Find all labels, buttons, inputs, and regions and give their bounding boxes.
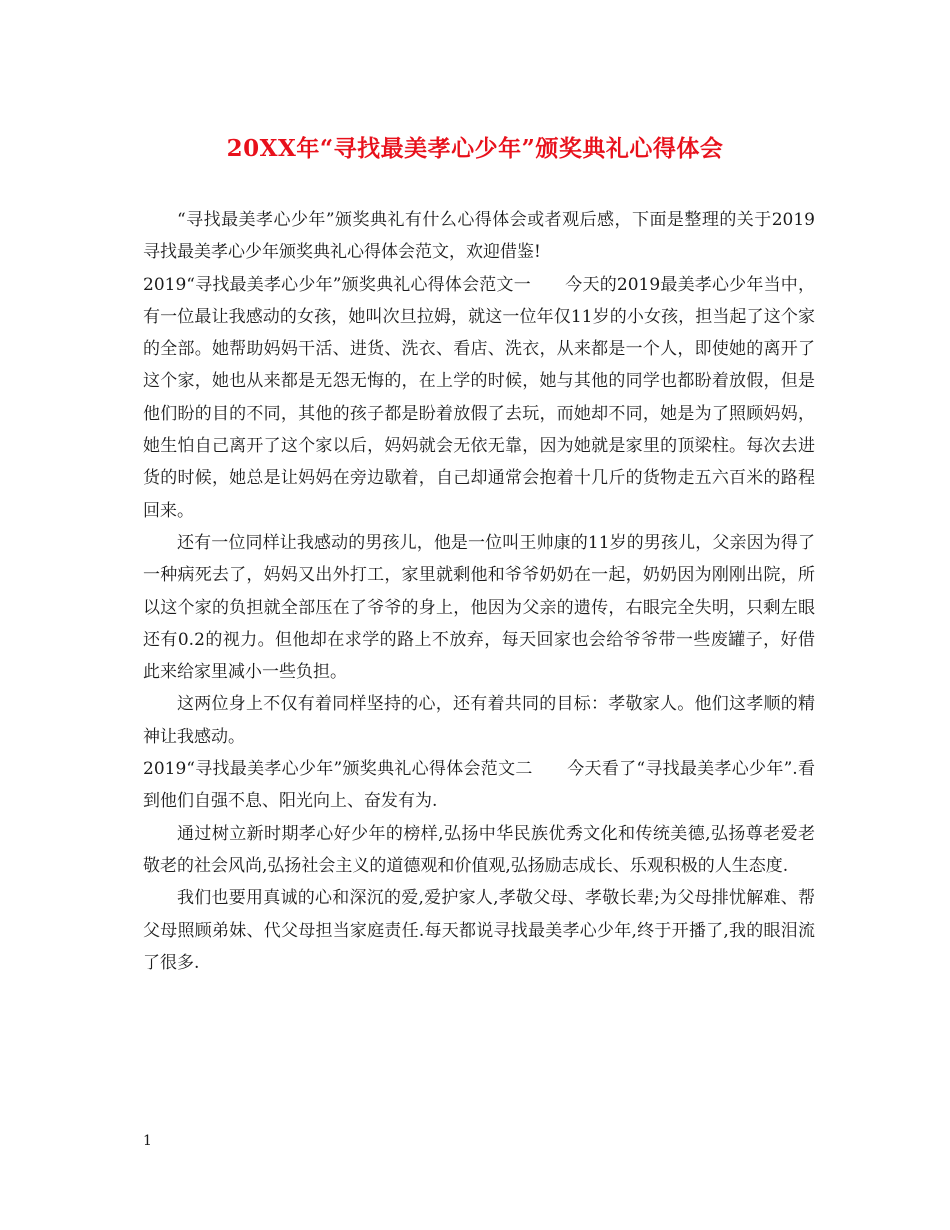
paragraph-essay-two: 2019“寻找最美孝心少年”颁奖典礼心得体会范文二 今天看了“寻找最美孝心少年”.看到他们自强不息、阳光向上、奋发有为. (143, 759, 815, 812)
document-title: 20XX年“寻找最美孝心少年”颁奖典礼心得体会 (226, 135, 724, 162)
paragraph-boy-story: 还有一位同样让我感动的男孩儿，他是一位叫王帅康的11岁的男孩儿，父亲因为得了一种病死去了，妈妈又出外打工，家里就剩他和爷爷奶奶在一起，奶奶因为刚刚出院，所以这个家的负担就全部压在了爷爷的身上，他因为父亲的遗传，右眼完全失明，只剩左眼还有0.2的视力。但他却在求学的路上不放弃，每天回家也会给爷爷带一些废罐子，好借此来给家里减小一些负担。 (143, 532, 815, 683)
paragraph-conclusion: 我们也要用真诚的心和深沉的爱,爱护家人,孝敬父母、孝敬长辈;为父母排忧解难、帮父母照顾弟妹、代父母担当家庭责任.每天都说寻找最美孝心少年,终于开播了,我的眼泪流了很多. (143, 888, 815, 973)
paragraph-intro: “寻找最美孝心少年”颁奖典礼有什么心得体会或者观后感，下面是整理的关于2019寻找最美孝心少年颁奖典礼心得体会范文，欢迎借鉴! (143, 210, 815, 263)
document-body (143, 204, 815, 979)
paragraph-essay-one: 2019“寻找最美孝心少年”颁奖典礼心得体会范文一 今天的2019最美孝心少年当中，有一位最让我感动的女孩，她叫次旦拉姆，就这一位年仅11岁的小女孩，担当起了这个家的全部。她帮助妈妈干活、进货、洗衣、看店、洗衣，从来都是一个人，即使她的离开了这个家，她也从来都是无怨无悔的，在上学的时候，她与其他的同学也都盼着放假，但是他们盼的目的不同，其他的孩子都是盼着放假了去玩，而她却不同，她是为了照顾妈妈，她生怕自己离开了这个家以后，妈妈就会无依无靠，因为她就是家里的顶梁柱。每次去进货的时候，她总是让妈妈在旁边歇着，自己却通常会抱着十几斤的货物走五六百米的路程回来。 (143, 274, 815, 521)
paragraph-role-model: 通过树立新时期孝心好少年的榜样,弘扬中华民族优秀文化和传统美德,弘扬尊老爱老敬老的社会风尚,弘扬社会主义的道德观和价值观,弘扬励志成长、乐观积极的人生态度. (143, 823, 815, 876)
page-number: 1 (143, 1133, 152, 1149)
paragraph-common-goal: 这两位身上不仅有着同样坚持的心，还有着共同的目标：孝敬家人。他们这孝顺的精神让我感动。 (143, 694, 815, 747)
